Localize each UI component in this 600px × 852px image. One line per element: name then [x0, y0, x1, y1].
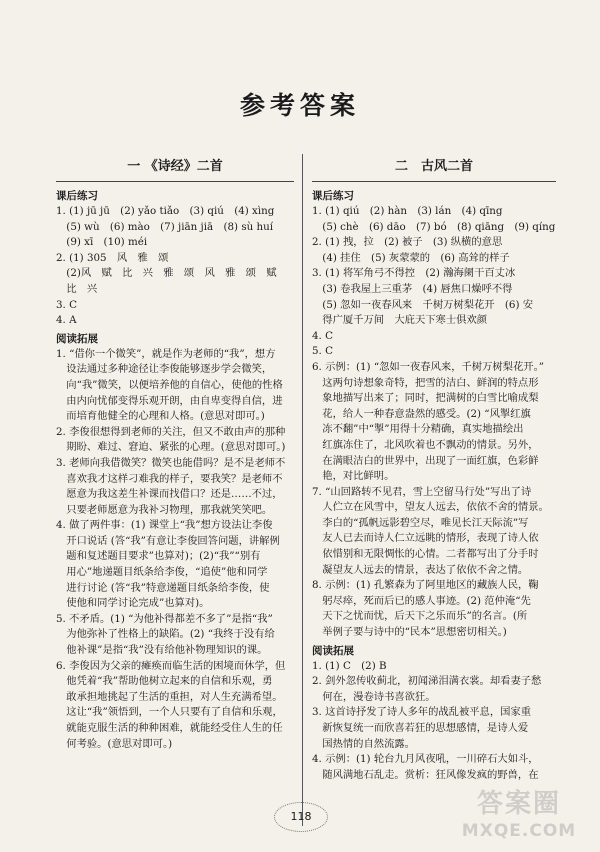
watermark-url: MXQE.COM: [461, 821, 577, 841]
answer-line: 题和复述题目要求”也算对)；(2)“我”“别有: [56, 550, 261, 563]
subheading-exercises: 课后练习: [56, 190, 98, 202]
subheading-reading: 阅读拓展: [312, 644, 354, 657]
answer-line: 8. 示例：(1) 孔繁森为了阿里地区的藏族人民，鞠: [312, 579, 539, 592]
answer-line: 李白的“孤帆远影碧空尽，唯见长江天际流”写: [312, 516, 529, 529]
answer-line: 何考验。(意思对即可。): [56, 737, 173, 750]
answer-line: 他补课”是指“我”没有给他补物理知识的课。: [56, 644, 268, 657]
answer-line: 这让“我”领悟到，一个人只要有了自信和乐观，: [56, 706, 283, 719]
right-column: [312, 156, 556, 783]
answer-line: (5) chè (6) dāo (7) bó (8) qiāng (9) qíng: [312, 220, 556, 233]
answer-line: 国热情的自然流露。: [312, 737, 415, 750]
answer-line: (5) 忽如一夜春风来 千树万树梨花开 (6) 安: [312, 298, 534, 311]
subheading-exercises: 课后练习: [312, 190, 354, 202]
answer-line: 友人已去而诗人仁立远眺的情形，表现了诗人依: [312, 532, 539, 545]
section-title-gufeng: 二 古风二首: [394, 159, 473, 174]
answer-line: 6. 示例：(1) “忽如一夜春风来，千树万树梨花开。”: [312, 360, 544, 373]
answer-line: (9) xī (10) méi: [56, 236, 148, 249]
answer-line: 使他和同学讨论完成”也算对)。: [56, 597, 210, 610]
answer-line: 随风满地石乱走。赏析：狂风像发疯的野兽，在: [312, 768, 539, 781]
answer-line: 3. (1) 将军角弓不得控 (2) 瀚海阑干百丈冰: [312, 267, 516, 280]
answer-line: (2)风 赋 比 兴 雅 颂 风 雅 颂 赋: [56, 267, 277, 280]
answer-line: (5) wù (6) mào (7) jiān jiā (8) sù huí: [56, 220, 274, 233]
answer-line: (4) 挂住 (5) 灰蒙蒙的 (6) 高耸的样子: [312, 251, 510, 264]
answer-line: 6. 李俊因为父亲的瘫痪而临生活的困境而休学，但: [56, 659, 286, 672]
answer-line: 在满眼洁白的世界中，出现了一面红旗，色彩鲜: [312, 454, 539, 467]
answer-line: 躬尽瘁，死而后已的感人事迹。(2) 范仲淹“先: [312, 594, 531, 607]
answer-line: 2. 李俊很想得到老师的关注，但又不敢由声的那种: [56, 425, 286, 438]
answer-line: 人伫立在风雪中，望友人远去，依依不舍的情景。: [312, 501, 549, 514]
answer-line: 5. 不矛盾。(1) “为他补得都差不多了”是指“我”: [56, 612, 273, 625]
answer-line: 而培育他健全的心理和人格。(意思对即可。): [56, 410, 265, 423]
answer-line: 1. “借你一个微笑”，就是作为老师的“我”，想方: [56, 347, 276, 360]
column-divider: [302, 154, 303, 826]
answer-line: 就能克服生活的种种困难，就能经受住人生的任: [56, 722, 283, 734]
answer-line: 只要老师愿意为我补习物理，那我就笑笑吧。: [56, 503, 273, 516]
answer-line: 3. C: [56, 298, 77, 311]
answer-line: (3) 卷我屋上三重茅 (4) 唇焦口燥呼不得: [312, 282, 513, 295]
section-title-shijing: 一 《诗经》二首: [127, 159, 223, 174]
answer-line: 7. “山回路转不见君，雪上空留马行处”写出了诗: [312, 485, 532, 498]
answer-line: 愿意为我这差生补课而找借口？还是……不过，: [56, 488, 283, 501]
answer-line: 敢承担地挑起了生活的重担，对人生充满希望。: [56, 690, 283, 703]
answer-line: 1. (1) qiú (2) hàn (3) lán (4) qīng: [312, 205, 503, 217]
answer-line: 3. 老师向我借微笑？微笑也能借吗？是不是老师不: [56, 456, 286, 469]
answer-line: 2. (1) 拽，拉 (2) 被子 (3) 纵横的意思: [312, 236, 503, 249]
answer-line: 得广厦千万间 大庇天下寒士俱欢颜: [312, 314, 488, 327]
answer-line: 艳，对比鲜明。: [312, 470, 395, 483]
answer-line: 进行讨论 (答“我”特意递题目纸条给李俊，使: [56, 581, 270, 594]
answer-line: 4. C: [312, 329, 333, 342]
answer-line: 用心”地递题目纸条给李俊，“追使”他和同学: [56, 566, 268, 579]
answer-line: 何在，漫卷诗书喜欲狂。: [312, 690, 436, 703]
answer-line: 红旗冻住了，北风吹着也不飘动的情景。另外，: [312, 438, 539, 451]
answer-line: 天下之忧而忧，后天下之乐而乐”的名言。(所: [312, 610, 528, 623]
answer-line: 依惜别和无限惆怅的心情。二者都写出了分手时: [312, 548, 539, 561]
section-rule: [312, 181, 556, 182]
answer-line: 4. 示例：(1) 轮台九月风夜吼，一川碎石大如斗，: [312, 753, 539, 766]
answer-line: 花，给人一种春意盎然的感受。(2) “风掣红旗: [312, 407, 531, 420]
answer-line: 这两句诗想象奇特，把雪的洁白、鲜润的特点形: [312, 376, 539, 389]
answer-line: 开口说话 (答“我”有意让李俊回答问题，讲解例: [56, 534, 280, 547]
answer-line: 4. A: [56, 314, 77, 327]
answer-line: 象地描写出来了；同时，把满树的白雪比喻成梨: [312, 392, 539, 405]
answer-line: 1. (1) jū jū (2) yǎo tiǎo (3) qiú (4) xìng: [56, 205, 275, 217]
answer-line: 喜欢我才这样刁难我的样子，要我笑？是老师不: [56, 472, 283, 485]
answer-line: 举例子要与诗中的“民本”思想密切相关。): [312, 626, 507, 639]
answer-line: 期盼、难过、窘迫、紧张的心理。(意思对即可。): [56, 441, 286, 454]
left-column: [56, 156, 294, 752]
answer-line: 4. 做了两件事：(1) 课堂上“我”想方设法让李俊: [56, 519, 273, 532]
answer-line: 5. C: [312, 345, 333, 358]
answer-line: 向“我”微笑，以便培养他的自信心，使他的性格: [56, 378, 283, 391]
answer-line: 冻不翻”中“掣”用得十分精确，真实地描绘出: [312, 423, 524, 436]
answer-line: 他凭着“我”帮助他树立起来的自信和乐观，勇: [56, 675, 273, 688]
answer-line: 凝望友人远去的情景，表达了依依不舍之情。: [312, 563, 529, 576]
watermark-main-text: 答案圈: [476, 789, 561, 819]
section-rule: [56, 181, 294, 182]
answer-line: 由内向忧郁变得乐观开朗，由自卑变得自信，进: [56, 394, 283, 407]
answer-line: 设法通过多种途径让李俊能够逐步学会微笑，: [56, 363, 273, 376]
page-title: 参考答案: [239, 91, 360, 120]
answer-line: 比 兴: [56, 282, 98, 295]
answer-line: 2. 剑外忽传收蓟北，初闻涕泪满衣裳。却看妻子愁: [312, 675, 542, 688]
subheading-reading: 阅读拓展: [56, 332, 98, 345]
answer-line: 1. (1) C (2) B: [312, 659, 387, 672]
answer-line: 3. 这首诗抒发了诗人多年的战乱被平息，国家重: [312, 706, 532, 719]
answer-line: 新恢复统一而欣喜若狂的思想感情，是诗人爱: [312, 722, 529, 734]
answer-line: 为他弥补了性格上的缺陷。(2) “我终于没有给: [56, 628, 275, 641]
page-number: 118: [274, 802, 328, 832]
watermark-logo: [444, 788, 594, 852]
answer-line: 2. (1) 305 风 雅 颂: [56, 251, 169, 264]
